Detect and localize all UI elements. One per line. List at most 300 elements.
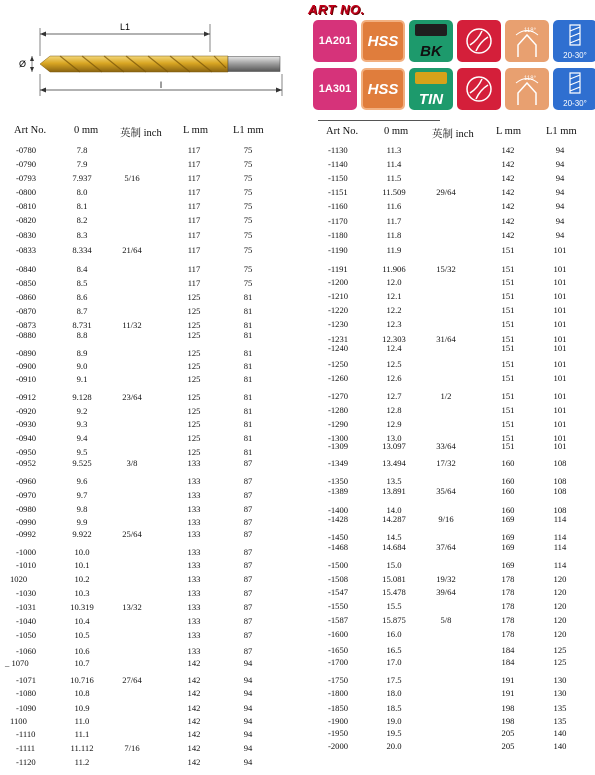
art-no-title: ART NO.: [308, 2, 365, 17]
table-cell-mm: 13.097: [382, 441, 406, 451]
table-cell-l1: 81: [243, 348, 253, 358]
table-cell-l: 198: [501, 716, 515, 726]
table-cell-mm: 10.7: [74, 658, 90, 668]
table-cell-l: 191: [501, 675, 515, 685]
table-cell-l: 142: [501, 145, 515, 155]
table-cell-l: 142: [501, 187, 515, 197]
table-cell-mm: 9.3: [76, 419, 88, 429]
table-cell-l: 133: [187, 458, 201, 468]
table-cell-l: 133: [187, 517, 201, 527]
table-cell-l1: 130: [553, 688, 567, 698]
table-cell-art: -0820: [16, 215, 37, 225]
table-cell-mm: 10.5: [74, 630, 90, 640]
table-cell-art: -0793: [16, 173, 37, 183]
helix-angle-label: 20-30°: [563, 51, 587, 60]
table-cell-mm: 12.1: [386, 291, 402, 301]
table-cell-l: 133: [187, 560, 201, 570]
table-cell-mm: 11.6: [386, 201, 402, 211]
table-cell-mm: 8.4: [76, 264, 88, 274]
table-cell-l1: 120: [553, 629, 567, 639]
table-cell-art: -1010: [16, 560, 37, 570]
table-cell-l1: 101: [553, 291, 567, 301]
table-cell-art: -1151: [328, 187, 348, 197]
table-cell-art: -1389: [328, 486, 349, 496]
table-cell-mm: 11.7: [386, 216, 402, 226]
table-cell-l1: 94: [243, 675, 253, 685]
table-cell-l1: 81: [243, 419, 253, 429]
table-cell-mm: 8.0: [76, 187, 88, 197]
point-angle-label: 118°: [524, 28, 536, 34]
table-cell-l: 142: [187, 757, 201, 767]
table-cell-art: -1170: [328, 216, 348, 226]
table-cell-l: 142: [187, 743, 201, 753]
table-cell-art: 1020: [10, 574, 28, 584]
table-cell-mm: 15.478: [382, 587, 406, 597]
coating-badge: [409, 68, 453, 110]
table-cell-l: 125: [187, 292, 201, 302]
table-cell-mm: 13.0: [386, 433, 402, 443]
table-cell-l: 151: [501, 391, 515, 401]
table-cell-mm: 19.0: [386, 716, 402, 726]
table-cell-mm: 12.2: [386, 305, 402, 315]
table-cell-l: 151: [501, 373, 515, 383]
table-cell-art: -0992: [16, 529, 37, 539]
table-cell-art: -0912: [16, 392, 37, 402]
table-cell-mm: 9.5: [76, 447, 88, 457]
table-cell-art: -1950: [328, 728, 349, 738]
table-cell-art: -1210: [328, 291, 349, 301]
code-badge: 1A201: [313, 20, 357, 62]
table-cell-l: 151: [501, 334, 515, 344]
table-cell-l1: 87: [243, 646, 253, 656]
table-cell-l: 117: [187, 159, 201, 169]
badge-row-1: [313, 20, 595, 62]
table-cell-l1: 120: [553, 587, 567, 597]
table-cell-art: -1900: [328, 716, 349, 726]
table-cell-mm: 9.9: [76, 517, 88, 527]
table-cell-art: -1150: [328, 173, 348, 183]
table-cell-l1: 101: [553, 373, 567, 383]
table-cell-art: -0840: [16, 264, 37, 274]
table-cell-mm: 10.2: [74, 574, 90, 584]
table-cell-l: 125: [187, 361, 201, 371]
table-cell-l: 125: [187, 392, 201, 402]
table-cell-l1: 75: [243, 278, 253, 288]
table-cell-l: 142: [501, 216, 515, 226]
table-cell-inch: 7/16: [124, 743, 140, 753]
table-cell-l: 151: [501, 405, 515, 415]
table-cell-l1: 130: [553, 675, 567, 685]
table-cell-l1: 114: [553, 542, 567, 552]
table-cell-l: 133: [187, 646, 201, 656]
table-cell-art: -1140: [328, 159, 348, 169]
table-cell-l: 133: [187, 602, 201, 612]
table-cell-l1: 94: [243, 716, 253, 726]
col-header-mm: 0 mm: [74, 125, 99, 136]
table-cell-mm: 9.2: [76, 406, 88, 416]
table-cell-l: 151: [501, 441, 515, 451]
table-cell-l: 125: [187, 419, 201, 429]
table-cell-l1: 87: [243, 630, 253, 640]
table-cell-l: 117: [187, 201, 201, 211]
table-cell-l1: 135: [553, 716, 567, 726]
table-cell-l1: 94: [243, 757, 253, 767]
table-cell-l: 169: [501, 560, 515, 570]
table-cell-art: -0920: [16, 406, 37, 416]
col-header-art: Art No.: [14, 125, 47, 136]
table-cell-mm: 9.128: [72, 392, 92, 402]
table-cell-art: -1110: [16, 729, 36, 739]
table-cell-l1: 81: [243, 447, 253, 457]
helix-icon: [560, 71, 590, 95]
table-cell-mm: 10.716: [70, 675, 94, 685]
table-cell-art: -1280: [328, 405, 349, 415]
table-cell-l1: 108: [553, 486, 567, 496]
table-cell-l1: 94: [555, 201, 565, 211]
table-cell-mm: 13.494: [382, 458, 406, 468]
table-cell-l1: 81: [243, 406, 253, 416]
table-cell-mm: 18.5: [386, 703, 402, 713]
table-cell-l: 142: [187, 729, 201, 739]
table-cell-inch: 29/64: [436, 187, 456, 197]
table-cell-l1: 87: [243, 490, 253, 500]
table-cell-l: 133: [187, 616, 201, 626]
table-cell-l: 142: [501, 159, 515, 169]
table-cell-l1: 87: [243, 476, 253, 486]
table-cell-l: 133: [187, 490, 201, 500]
table-cell-l1: 81: [243, 320, 253, 330]
table-cell-l: 205: [501, 741, 515, 751]
table-cell-inch: 25/64: [122, 529, 142, 539]
table-cell-inch: 21/64: [122, 245, 142, 255]
table-cell-l1: 101: [553, 277, 567, 287]
table-cell-l1: 75: [243, 145, 253, 155]
table-cell-mm: 8.3: [76, 230, 88, 240]
table-cell-mm: 15.5: [386, 601, 402, 611]
table-cell-l: 184: [501, 657, 515, 667]
table-cell-art: -2000: [328, 741, 349, 751]
table-cell-l1: 94: [243, 688, 253, 698]
table-cell-art: -1500: [328, 560, 349, 570]
table-cell-art: -1550: [328, 601, 349, 611]
table-cell-art: -1111: [16, 743, 36, 753]
table-cell-l1: 101: [553, 405, 567, 415]
table-cell-l1: 108: [553, 505, 567, 515]
table-cell-mm: 8.731: [72, 320, 92, 330]
table-cell-inch: 27/64: [122, 675, 142, 685]
table-cell-l1: 94: [243, 729, 253, 739]
table-cell-mm: 9.525: [72, 458, 92, 468]
table-cell-mm: 11.509: [382, 187, 406, 197]
table-cell-art: -1290: [328, 419, 349, 429]
table-cell-mm: 12.6: [386, 373, 402, 383]
material-badge: HSS: [361, 20, 405, 62]
table-cell-art: -1040: [16, 616, 37, 626]
table-cell-art: -0860: [16, 292, 37, 302]
table-cell-mm: 9.6: [76, 476, 88, 486]
table-cell-art: -1800: [328, 688, 349, 698]
table-cell-art: -1309: [328, 441, 349, 451]
table-cell-l: 142: [501, 230, 515, 240]
table-cell-l1: 87: [243, 504, 253, 514]
table-cell-mm: 15.081: [382, 574, 406, 584]
table-cell-l1: 101: [553, 441, 567, 451]
table-cell-l1: 87: [243, 458, 253, 468]
table-cell-l1: 135: [553, 703, 567, 713]
table-cell-l: 151: [501, 419, 515, 429]
table-cell-l1: 87: [243, 517, 253, 527]
table-cell-mm: 10.0: [74, 547, 90, 557]
table-cell-art: -1450: [328, 532, 349, 542]
table-cell-art: -1250: [328, 359, 349, 369]
table-cell-art: -1200: [328, 277, 349, 287]
table-cell-l: 160: [501, 476, 515, 486]
table-cell-mm: 14.287: [382, 514, 406, 524]
table-cell-art: -1600: [328, 629, 349, 639]
table-cell-mm: 7.937: [72, 173, 92, 183]
table-cell-art: -0800: [16, 187, 37, 197]
table-cell-inch: 35/64: [436, 486, 456, 496]
table-cell-art: -0970: [16, 490, 37, 500]
table-cell-mm: 7.8: [76, 145, 88, 155]
table-cell-art: -1030: [16, 588, 37, 598]
table-cell-mm: 11.5: [386, 173, 402, 183]
table-cell-mm: 10.3: [74, 588, 90, 598]
table-cell-l1: 87: [243, 602, 253, 612]
diameter-label: Ø: [19, 59, 27, 69]
table-cell-inch: 23/64: [122, 392, 142, 402]
table-cell-art: -0880: [16, 330, 37, 340]
col-header-mm: 0 mm: [384, 126, 409, 137]
table-cell-mm: 9.4: [76, 433, 88, 443]
table-cell-l: 125: [187, 406, 201, 416]
table-cell-l1: 101: [553, 245, 567, 255]
table-cell-mm: 12.7: [386, 391, 402, 401]
table-cell-l: 142: [501, 201, 515, 211]
table-cell-mm: 11.0: [74, 716, 90, 726]
table-cell-l: 151: [501, 291, 515, 301]
table-cell-mm: 15.875: [382, 615, 406, 625]
table-cell-l: 151: [501, 264, 515, 274]
table-cell-l: 125: [187, 348, 201, 358]
table-cell-l1: 94: [243, 743, 253, 753]
helix-angle-badge: [553, 20, 595, 62]
table-cell-mm: 16.0: [386, 629, 402, 639]
table-cell-l: 125: [187, 447, 201, 457]
table-cell-art: -1230: [328, 319, 349, 329]
table-cell-l1: 87: [243, 547, 253, 557]
table-cell-mm: 11.4: [386, 159, 402, 169]
table-cell-mm: 8.7: [76, 306, 88, 316]
table-cell-art: -1350: [328, 476, 349, 486]
table-cell-art: -1031: [16, 602, 37, 612]
table-cell-art: -0900: [16, 361, 37, 371]
table-cell-l: 133: [187, 476, 201, 486]
table-cell-l1: 75: [243, 230, 253, 240]
table-cell-art: -0952: [16, 458, 37, 468]
cross-section-badge: [457, 20, 501, 62]
table-cell-art: -1750: [328, 675, 349, 685]
table-cell-inch: 37/64: [436, 542, 456, 552]
col-header-art: Art No.: [326, 126, 359, 137]
table-cell-mm: 20.0: [386, 741, 402, 751]
table-cell-l: 151: [501, 343, 515, 353]
table-cell-mm: 10.319: [70, 602, 94, 612]
table-cell-l: 160: [501, 486, 515, 496]
table-cell-mm: 10.6: [74, 646, 90, 656]
table-cell-l: 151: [501, 245, 515, 255]
table-cell-l1: 87: [243, 529, 253, 539]
table-cell-l: 160: [501, 458, 515, 468]
table-cell-l1: 81: [243, 330, 253, 340]
point-angle-label: 118°: [524, 76, 536, 82]
table-cell-l1: 101: [553, 433, 567, 443]
table-cell-inch: 9/16: [438, 514, 454, 524]
table-cell-l1: 94: [555, 230, 565, 240]
table-cell-l: 169: [501, 514, 515, 524]
table-cell-mm: 17.5: [386, 675, 402, 685]
table-cell-art: _ 1070: [5, 658, 29, 668]
table-cell-mm: 11.1: [74, 729, 90, 739]
table-cell-mm: 8.6: [76, 292, 88, 302]
table-cell-l1: 140: [553, 728, 567, 738]
table-cell-mm: 12.3: [386, 319, 402, 329]
col-header-l1: L1 mm: [233, 125, 264, 136]
table-cell-mm: 17.0: [386, 657, 402, 667]
table-cell-art: -1080: [16, 688, 37, 698]
table-cell-art: -1587: [328, 615, 349, 625]
table-cell-l1: 120: [553, 615, 567, 625]
table-cell-l: 142: [187, 703, 201, 713]
coating-badge: [409, 20, 453, 62]
l1-dimension-label: L1: [120, 22, 131, 32]
table-cell-l1: 81: [243, 361, 253, 371]
table-cell-mm: 11.8: [386, 230, 402, 240]
table-cell-art: -0990: [16, 517, 37, 527]
table-cell-l1: 75: [243, 245, 253, 255]
table-cell-art: -1231: [328, 334, 349, 344]
table-cell-l: 184: [501, 645, 515, 655]
table-cell-art: -1547: [328, 587, 349, 597]
col-header-l: L mm: [183, 125, 208, 136]
table-cell-l1: 81: [243, 306, 253, 316]
col-header-inch: 英制 inch: [120, 128, 162, 139]
table-cell-l: 133: [187, 547, 201, 557]
table-cell-art: -1190: [328, 245, 348, 255]
table-cell-l: 142: [187, 716, 201, 726]
table-cell-mm: 8.8: [76, 330, 88, 340]
table-cell-art: -0910: [16, 374, 37, 384]
table-cell-l: 133: [187, 529, 201, 539]
table-cell-l1: 87: [243, 588, 253, 598]
table-cell-l1: 101: [553, 419, 567, 429]
cross-section-icon: [464, 74, 494, 104]
table-cell-l: 125: [187, 433, 201, 443]
table-cell-art: -1220: [328, 305, 349, 315]
table-cell-l: 125: [187, 320, 201, 330]
table-cell-art: -0810: [16, 201, 37, 211]
table-cell-l: 178: [501, 574, 515, 584]
helix-angle-label: 20-30°: [563, 99, 587, 108]
coated-drill-icon: [415, 24, 447, 36]
table-cell-art: -1349: [328, 458, 349, 468]
table-cell-mm: 18.0: [386, 688, 402, 698]
table-cell-mm: 12.0: [386, 277, 402, 287]
table-cell-mm: 14.5: [386, 532, 402, 542]
table-cell-mm: 10.1: [74, 560, 90, 570]
table-cell-l1: 94: [555, 216, 565, 226]
table-cell-art: -1050: [16, 630, 37, 640]
table-cell-art: -1508: [328, 574, 349, 584]
table-cell-l1: 75: [243, 187, 253, 197]
table-cell-l: 133: [187, 574, 201, 584]
point-angle-icon: [510, 23, 544, 59]
table-cell-l1: 114: [553, 560, 567, 570]
table-cell-mm: 12.303: [382, 334, 406, 344]
table-cell-art: -0930: [16, 419, 37, 429]
table-cell-mm: 8.9: [76, 348, 88, 358]
table-cell-l1: 75: [243, 264, 253, 274]
table-cell-l1: 101: [553, 334, 567, 344]
table-cell-art: -1180: [328, 230, 348, 240]
table-cell-inch: 13/32: [122, 602, 142, 612]
table-cell-l: 178: [501, 615, 515, 625]
table-cell-inch: 1/2: [440, 391, 452, 401]
table-cell-art: -1270: [328, 391, 349, 401]
table-cell-l: 169: [501, 542, 515, 552]
table-cell-l: 198: [501, 703, 515, 713]
table-cell-art: -1400: [328, 505, 349, 515]
table-cell-l: 142: [187, 688, 201, 698]
cross-section-icon: [464, 26, 494, 56]
table-cell-l1: 75: [243, 173, 253, 183]
coating-label: TIN: [418, 91, 444, 108]
table-cell-l1: 75: [243, 159, 253, 169]
table-cell-l: 133: [187, 588, 201, 598]
table-cell-l1: 125: [553, 657, 567, 667]
col-header-l: L mm: [496, 126, 521, 137]
table-cell-inch: 39/64: [436, 587, 456, 597]
table-cell-mm: 7.9: [76, 159, 88, 169]
table-cell-l1: 81: [243, 374, 253, 384]
table-cell-mm: 19.5: [386, 728, 402, 738]
table-cell-l1: 101: [553, 264, 567, 274]
table-cell-art: -0850: [16, 278, 37, 288]
table-cell-l1: 101: [553, 391, 567, 401]
table-cell-art: -0780: [16, 145, 37, 155]
table-cell-l: 125: [187, 374, 201, 384]
table-cell-mm: 9.0: [76, 361, 88, 371]
table-cell-l: 160: [501, 505, 515, 515]
table-cell-inch: 3/8: [126, 458, 138, 468]
table-cell-mm: 11.2: [74, 757, 90, 767]
table-cell-mm: 13.891: [382, 486, 406, 496]
table-cell-l1: 94: [555, 173, 565, 183]
table-cell-l1: 108: [553, 458, 567, 468]
helix-angle-badge: [553, 68, 595, 110]
table-cell-l1: 125: [553, 645, 567, 655]
table-cell-mm: 9.7: [76, 490, 88, 500]
table-cell-l1: 94: [555, 159, 565, 169]
table-cell-l1: 94: [555, 187, 565, 197]
table-cell-l1: 120: [553, 574, 567, 584]
coated-drill-icon: [415, 72, 447, 84]
table-cell-mm: 8.334: [72, 245, 92, 255]
l-dimension-label: l: [160, 80, 162, 90]
table-cell-art: -0950: [16, 447, 37, 457]
table-cell-art: -1160: [328, 201, 348, 211]
table-cell-inch: 15/32: [436, 264, 456, 274]
